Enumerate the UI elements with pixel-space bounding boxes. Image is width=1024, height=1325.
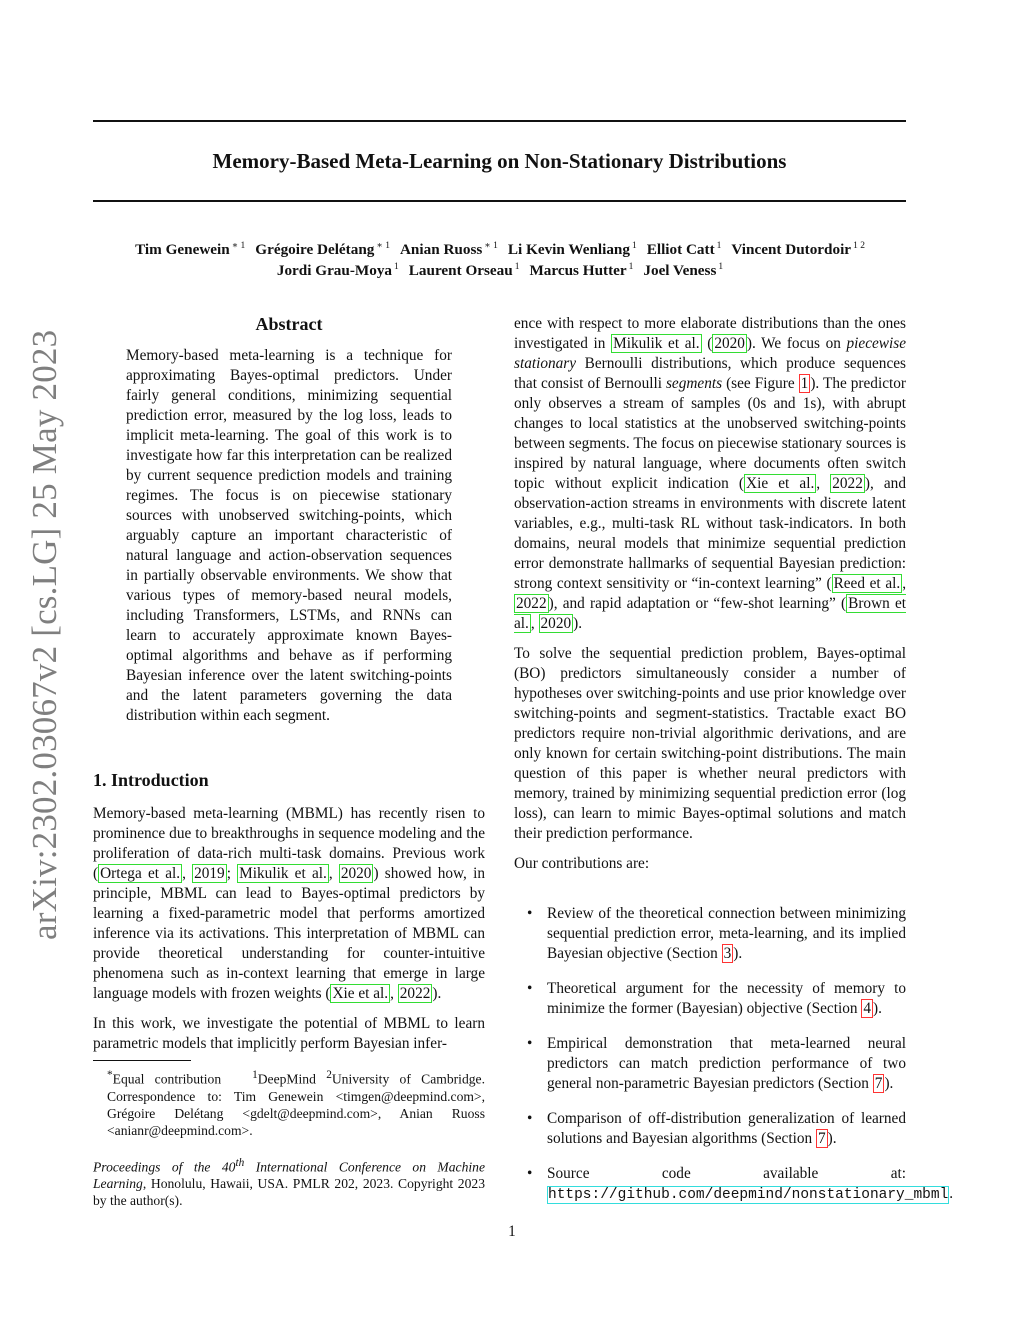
citation-link[interactable]: Reed et al.: [833, 575, 901, 592]
section-reference-link[interactable]: 3: [723, 945, 732, 962]
citation-year-link[interactable]: 2020: [540, 615, 572, 632]
author-affiliation-mark: 1: [394, 262, 399, 272]
abstract-heading: Abstract: [255, 314, 323, 334]
bullet-icon: •: [527, 905, 533, 922]
contribution-item: • Comparison of off-distribution generalization of learned solutions and Bayesian algorithms (Section 7 ).: [527, 1110, 906, 1147]
citation-year-link[interactable]: 2022: [399, 985, 431, 1002]
citation-link[interactable]: Mikulik et al.: [239, 865, 327, 882]
author-affiliation-mark: ∗ 1: [376, 241, 390, 251]
author-affiliation-mark: ∗ 1: [484, 241, 498, 251]
author-name: Laurent Orseau $^1$: [408, 262, 520, 280]
introduction-heading: 1. Introduction: [93, 770, 209, 790]
intro-paragraph-2: In this work, we investigate the potential of MBML to learn parametric models that implicitly perform Bayesian infer-: [93, 1015, 485, 1052]
right-column: [514, 314, 954, 1220]
citation-link[interactable]: Ortega et al.: [100, 865, 181, 882]
author-name: Li Kevin Wenliang $^1$: [507, 241, 637, 259]
page-number: 1: [508, 1223, 516, 1240]
citation-link[interactable]: Xie et al.: [746, 475, 815, 492]
author-affiliation-mark: ∗ 1: [231, 241, 246, 251]
footnote-rule: [93, 1060, 191, 1061]
author-name: Vincent Dutordoir $^{1 2}$: [731, 241, 865, 259]
author-affiliation-mark: 1: [514, 262, 520, 272]
citation-link[interactable]: Brown et al.: [514, 595, 906, 632]
citation-year-link[interactable]: 2020: [340, 865, 372, 882]
author-list-line-2: [60, 257, 940, 281]
author-name: Jordi Grau-Moya $^1$: [276, 262, 399, 280]
author-affiliation-mark: 1 2: [853, 241, 865, 251]
author-name: Tim Genewein $^{∗ 1}$: [135, 241, 246, 259]
author-affiliation-mark: 1: [628, 262, 634, 272]
citation-link[interactable]: Mikulik et al.: [613, 335, 700, 352]
citation-year-link[interactable]: 2022: [832, 475, 863, 492]
contribution-item: • Review of the theoretical connection between minimizing sequential prediction error, meta-learning, and its implied Bayesian objective (Section 3 ).: [527, 905, 906, 962]
source-code-url-link[interactable]: https://github.com/deepmind/nonstationary_mbml: [548, 1187, 949, 1203]
author-affiliation-mark: 1: [631, 241, 637, 251]
contribution-item: • Source code available at: https://github.com/deepmind/nonstationary_mbml.: [527, 1165, 954, 1203]
citation-year-link[interactable]: 2019: [194, 865, 225, 882]
author-name: Elliot Catt $^1$: [646, 241, 722, 259]
author-name: Grégoire Delétang $^{∗ 1}$: [255, 241, 390, 259]
left-column: [93, 312, 485, 1064]
title-rule-top: [93, 120, 906, 122]
figure-reference-link[interactable]: 1: [800, 375, 809, 392]
citation-year-link[interactable]: 2022: [516, 595, 547, 612]
contribution-item: • Empirical demonstration that meta-learned neural predictors can match prediction performance of two general non-parametric Bayesian predictors (Section 7 ).: [527, 1035, 906, 1092]
proceedings-note: Proceedings of the 40th International Conference on Machine Learning, Honolulu, Hawaii, USA. PMLR 202, 2023. Copyright 2023 by the author(s).: [93, 1156, 485, 1209]
footnote-affiliations: *Equal contribution $^1$DeepMind $^2$University of Cambridge. Correspondence to: Tim Genewein <timgen@deepmind.com>, Grégoire Delétang <gdelt@deepmind.com>, Anian Ruoss <anianr@deepmind.com>.: [107, 1069, 485, 1138]
contributions-intro: Our contributions are:: [514, 855, 650, 872]
bullet-icon: •: [527, 1110, 533, 1127]
section-reference-link[interactable]: 7: [817, 1130, 826, 1147]
author-affiliation-mark: 1: [716, 241, 722, 251]
author-name: Marcus Hutter $^1$: [529, 262, 634, 280]
contributions-list: [514, 904, 954, 1205]
intro-paragraph-1: Memory-based meta-learning (MBML) has recently risen to prominence due to breakthroughs in sequence modeling and the proliferation of data-rich multi-task domains. Previous work ( Ortega et al. , 2019 ; Mikulik et al. , 2020 ) showed how, in principle, MBML can lead to Bayes-optimal predictors by learning a fixed-parametric model that performs amortized inference via its activations. This interpretation of MBML can provide theoretical understanding for counter-intuitive phenomena such as in-context learning that emerge in large language models with frozen weights ( Xie et al. , 2022 ).: [93, 805, 485, 1002]
author-name: Joel Veness $^1$: [643, 262, 724, 280]
author-name: Anian Ruoss $^{∗ 1}$: [399, 241, 498, 259]
section-reference-link[interactable]: 4: [863, 1000, 871, 1017]
paper-title: Memory-Based Meta-Learning on Non-Stationary Distributions: [212, 149, 787, 173]
abstract-body: Memory-based meta-learning is a technique for approximating Bayes-optimal predictors. Under fairly general conditions, minimizing sequential prediction error, measured by the log loss, leads to implicit meta-learning. The goal of this work is to investigate how far this interpretation can be realized by current sequence prediction models and training regimes. The focus is on piecewise stationary sources with unobserved switching-points, which arguably capture an important characteristic of natural language and action-observation sequences in partially observable environments. We show that various types of memory-based neural models, including Transformers, LSTMs, and RNNs can learn to accurately approximate known Bayes-optimal algorithms and behave as if performing Bayesian inference over the latent switching-points and the latent parameters governing the data distribution within each segment.: [126, 347, 452, 724]
author-affiliation-mark: 1: [718, 262, 724, 272]
section-reference-link[interactable]: 7: [874, 1075, 883, 1092]
title-rule-bottom: [93, 200, 906, 202]
citation-year-link[interactable]: 2020: [714, 335, 745, 352]
bullet-icon: •: [527, 1165, 533, 1182]
arxiv-identifier-stamp: arXiv:2302.03067v2 [cs.LG] 25 May 2023: [25, 329, 64, 940]
contribution-item: • Theoretical argument for the necessity of memory to minimize the former (Bayesian) objective (Section 4 ).: [527, 980, 906, 1017]
bullet-icon: •: [527, 980, 533, 997]
right-paragraph-1: ence with respect to more elaborate distributions than the ones investigated in Mikulik et al. ( 2020 ). We focus on piecewise stationary Bernoulli distributions, which produce sequences that consist of Bernoulli segments (see Figure 1 ). The predictor only observes a stream of samples (0s and 1s), with abrupt changes to local statistics at the unobserved switching-points between segments. The focus on piecewise stationary sources is inspired by natural language, where documents often switch topic without explicit indication ( Xie et al. , 2022 ), and observation-action streams in environments with discrete latent variables, e.g., multi-task RL without task-indicators. In both domains, neural models that minimize sequential prediction error demonstrate hallmarks of sequential Bayesian prediction: strong context sensitivity or “in-context learning” ( Reed et al. , 2022 ), and rapid adaptation or “few-shot learning” ( Brown et al. , 2020 ).: [514, 315, 907, 632]
bullet-icon: •: [527, 1035, 533, 1052]
citation-link[interactable]: Xie et al.: [332, 985, 389, 1002]
footnotes: [93, 1060, 485, 1209]
right-paragraph-2: To solve the sequential prediction problem, Bayes-optimal (BO) predictors simultaneously consider a number of hypotheses over switching-points and use prior knowledge over switching-points and segment-statistics. Tractable exact BO predictors require non-trivial algorithmic derivations, and are only known for certain switching-point distributions. The main question of this paper is whether neural predictors with memory, trained by minimizing sequential prediction error (log loss), can learn to mimic Bayes-optimal solutions and match their prediction performance.: [514, 645, 906, 842]
